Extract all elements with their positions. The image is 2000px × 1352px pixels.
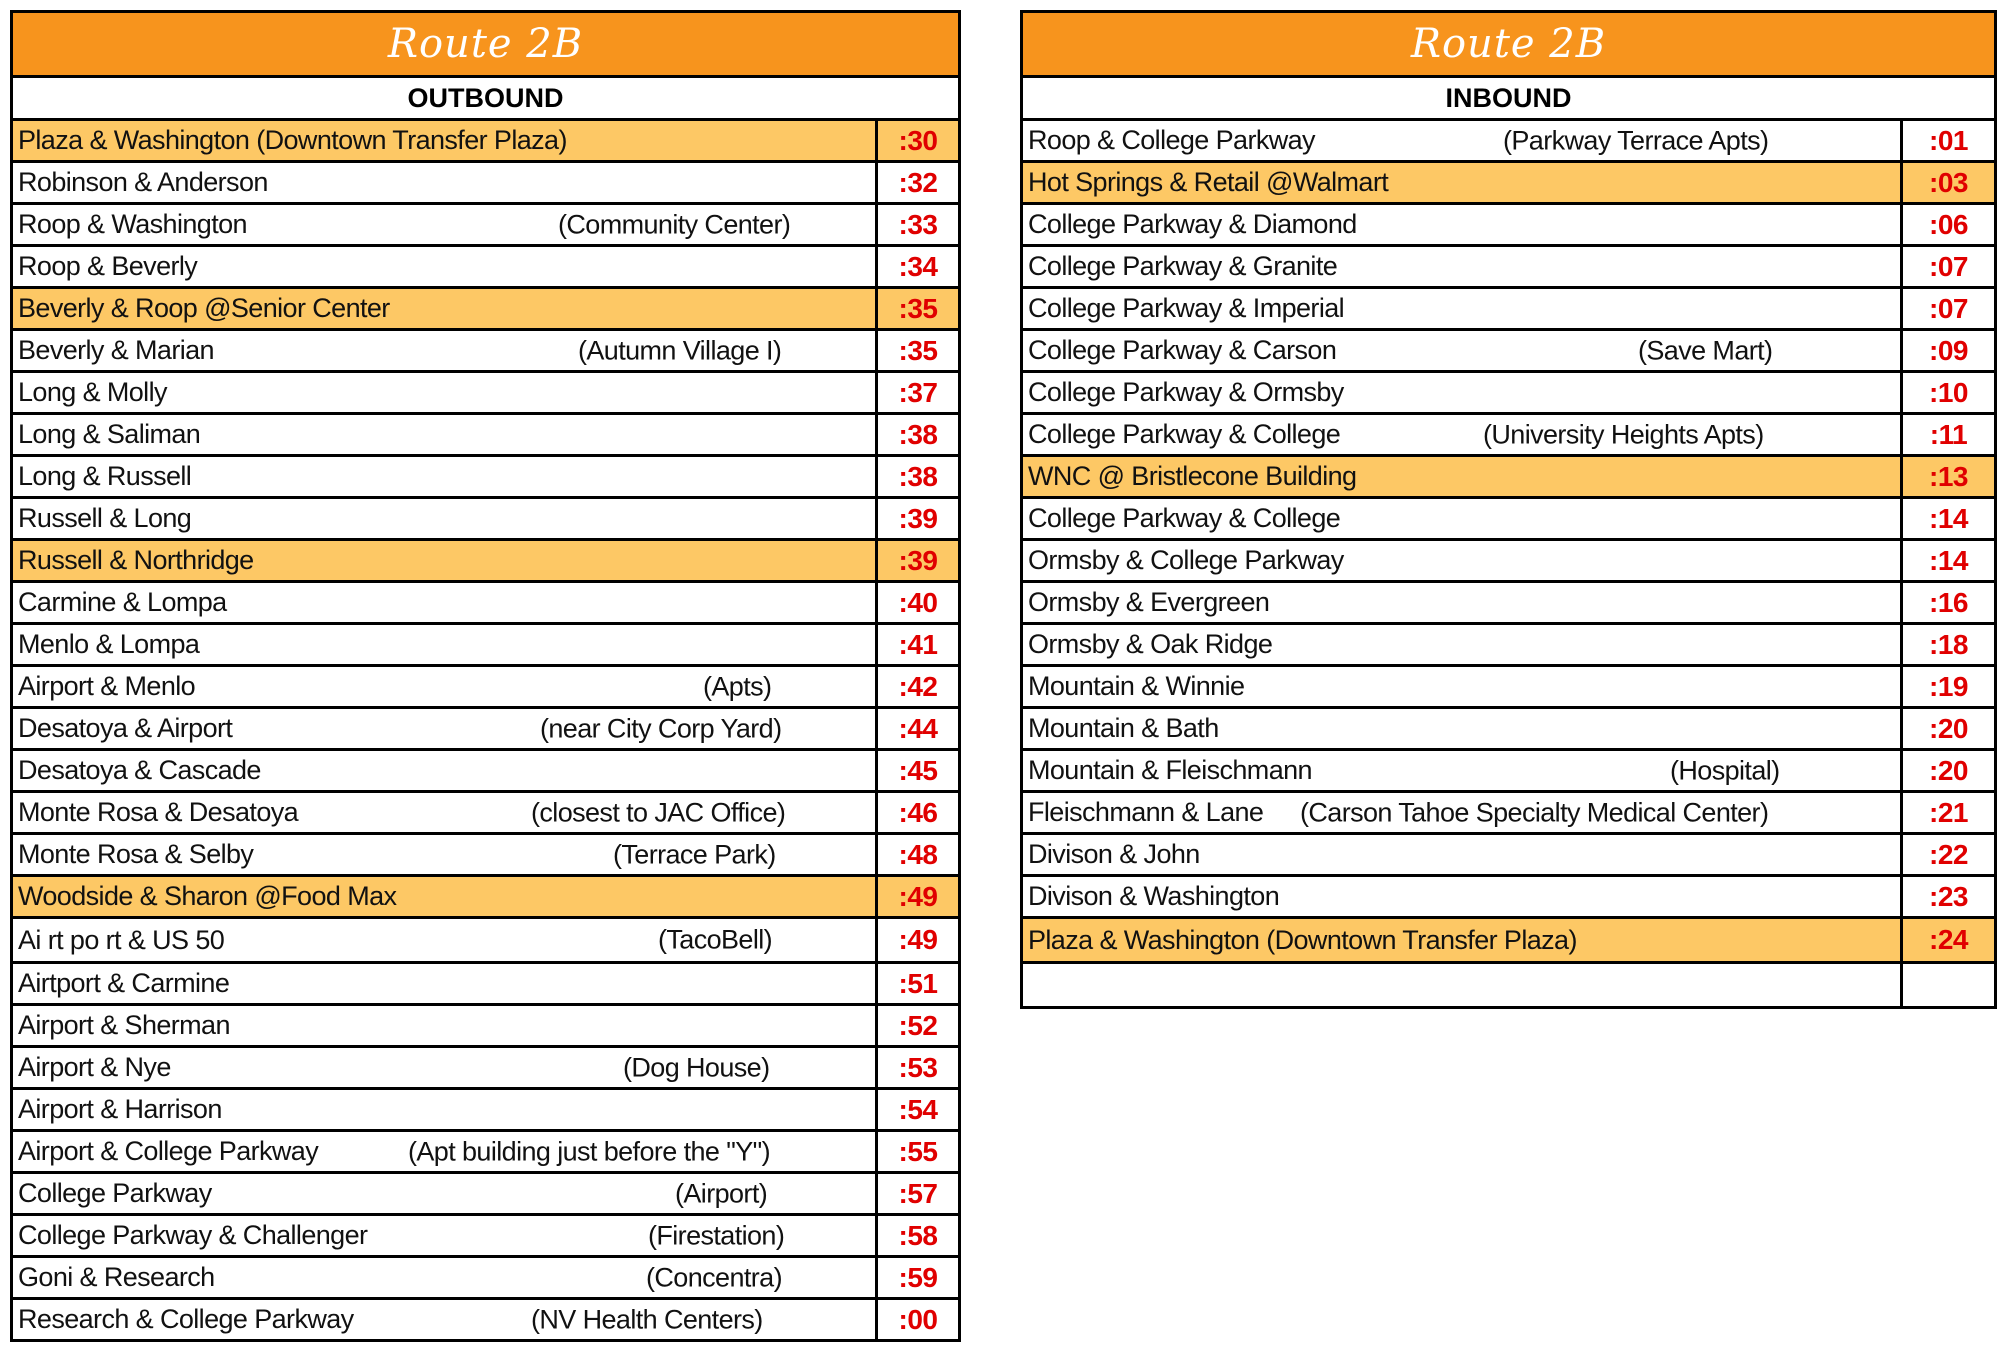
table-row	[13, 457, 958, 499]
stop-cell	[1023, 121, 1903, 160]
table-row	[1023, 289, 1994, 331]
table-row	[13, 793, 958, 835]
table-row	[13, 583, 958, 625]
departure-time: :44	[898, 712, 938, 744]
stop-note: (TacoBell)	[658, 924, 773, 955]
table-row	[13, 835, 958, 877]
departure-time: :07	[1929, 292, 1968, 324]
stop-name: College Parkway & College	[1028, 419, 1341, 449]
stop-name: College Parkway & College	[1028, 503, 1341, 533]
stop-cell	[13, 1174, 878, 1213]
stop-cell	[1023, 964, 1903, 1006]
departure-time: :49	[898, 924, 938, 955]
stop-name: Russell & Long	[18, 503, 192, 533]
stop-cell	[1023, 835, 1903, 874]
stop-cell	[1023, 709, 1903, 748]
stop-cell	[13, 1090, 878, 1129]
stop-name: Mountain & Fleischmann	[1028, 755, 1312, 785]
table-row	[1023, 163, 1994, 205]
departure-time: :14	[1929, 544, 1968, 576]
departure-time: :37	[898, 376, 938, 408]
stop-cell	[13, 835, 878, 874]
stop-name: Goni & Research	[18, 1262, 215, 1292]
departure-time: :51	[898, 967, 938, 999]
departure-time: :38	[898, 460, 938, 492]
table-row	[1023, 541, 1994, 583]
stop-cell	[1023, 289, 1903, 328]
stop-note: (Community Center)	[558, 209, 791, 239]
stop-cell	[1023, 499, 1903, 538]
table-row	[13, 247, 958, 289]
departure-time: :38	[898, 418, 938, 450]
stop-name: Divison & John	[1028, 839, 1200, 869]
table-row	[1023, 667, 1994, 709]
stop-name: Roop & College Parkway	[1028, 125, 1315, 155]
stop-cell	[1023, 667, 1903, 706]
stop-name: Ormsby & Evergreen	[1028, 587, 1270, 617]
stop-name: Plaza & Washington (Downtown Transfer Plaza)	[1028, 924, 1577, 955]
stop-cell	[13, 583, 878, 622]
departure-time: :13	[1929, 460, 1968, 492]
stop-cell	[13, 919, 878, 961]
departure-time: :14	[1929, 502, 1968, 534]
stop-name: Research & College Parkway	[18, 1304, 354, 1334]
stop-name: WNC @ Bristlecone Building	[1028, 461, 1357, 491]
departure-time: :07	[1929, 250, 1968, 282]
stop-name: Divison & Washington	[1028, 881, 1280, 911]
departure-time: :34	[898, 250, 938, 282]
stop-name: Roop & Washington	[18, 209, 247, 239]
stop-note: (University Heights Apts)	[1483, 419, 1764, 449]
table-row	[1023, 247, 1994, 289]
departure-time: :20	[1929, 712, 1968, 744]
departure-time: :42	[898, 670, 938, 702]
direction-header: INBOUND	[1023, 78, 1994, 121]
stop-cell	[1023, 751, 1903, 790]
stop-name: Monte Rosa & Desatoya	[18, 797, 299, 827]
departure-time: :53	[898, 1051, 938, 1083]
stop-note: (Carson Tahoe Specialty Medical Center)	[1300, 797, 1769, 827]
stop-name: College Parkway & Ormsby	[1028, 377, 1344, 407]
table-row	[1023, 499, 1994, 541]
departure-time: :45	[898, 754, 938, 786]
stop-cell	[13, 1006, 878, 1045]
table-row	[13, 289, 958, 331]
table-row	[1023, 625, 1994, 667]
stop-note: (Autumn Village I)	[578, 335, 782, 365]
departure-time: :57	[898, 1177, 938, 1209]
table-row	[13, 1006, 958, 1048]
stop-name: Beverly & Roop @Senior Center	[18, 293, 390, 323]
stop-name: Hot Springs & Retail @Walmart	[1028, 167, 1389, 197]
table-row	[13, 1300, 958, 1339]
stop-name: College Parkway & Diamond	[1028, 209, 1357, 239]
stop-cell	[13, 625, 878, 664]
stop-cell	[1023, 877, 1903, 916]
table-row	[13, 541, 958, 583]
departure-time: :58	[898, 1219, 938, 1251]
stop-name: Roop & Beverly	[18, 251, 198, 281]
table-row	[1023, 331, 1994, 373]
stop-name: Mountain & Winnie	[1028, 671, 1245, 701]
stop-note: (Hospital)	[1670, 755, 1780, 785]
stop-cell	[13, 331, 878, 370]
stop-note: (Firestation)	[648, 1220, 785, 1250]
stop-cell	[1023, 793, 1903, 832]
departure-time: :40	[898, 586, 938, 618]
departure-time: :30	[898, 124, 938, 156]
departure-time: :32	[898, 166, 938, 198]
stop-cell	[1023, 415, 1903, 454]
table-row	[13, 1258, 958, 1300]
stop-name: College Parkway & Challenger	[18, 1220, 368, 1250]
table-row	[13, 499, 958, 541]
departure-time: :39	[898, 502, 938, 534]
table-row	[13, 751, 958, 793]
stop-note: (Terrace Park)	[613, 839, 776, 869]
stop-cell	[13, 751, 878, 790]
outbound-rows	[13, 121, 958, 1339]
stop-cell	[13, 1048, 878, 1087]
table-row	[13, 964, 958, 1006]
table-row	[13, 877, 958, 919]
route-title: Route 2B	[1023, 13, 1994, 78]
stop-name: Menlo & Lompa	[18, 629, 200, 659]
stop-cell	[13, 1216, 878, 1255]
table-row	[13, 163, 958, 205]
table-row	[13, 373, 958, 415]
stop-cell	[13, 499, 878, 538]
stop-name: Carmine & Lompa	[18, 587, 227, 617]
stop-cell	[13, 205, 878, 244]
departure-time: :59	[898, 1261, 938, 1293]
stop-cell	[1023, 163, 1903, 202]
stop-name: Robinson & Anderson	[18, 167, 268, 197]
departure-time: :00	[898, 1303, 938, 1335]
stop-cell	[13, 1258, 878, 1297]
departure-time: :39	[898, 544, 938, 576]
stop-cell	[1023, 457, 1903, 496]
stop-cell	[13, 541, 878, 580]
stop-cell	[1023, 247, 1903, 286]
departure-time: :22	[1929, 838, 1968, 870]
stop-name: Long & Molly	[18, 377, 167, 407]
stop-note: (closest to JAC Office)	[531, 797, 786, 827]
table-row	[13, 121, 958, 163]
departure-time: :49	[898, 880, 938, 912]
table-row	[1023, 919, 1994, 964]
departure-time: :23	[1929, 880, 1968, 912]
table-row	[1023, 415, 1994, 457]
stop-cell	[1023, 373, 1903, 412]
stop-cell	[13, 667, 878, 706]
table-row	[1023, 964, 1994, 1006]
stop-name: Woodside & Sharon @Food Max	[18, 881, 397, 911]
departure-time: :06	[1929, 208, 1968, 240]
departure-time: :20	[1929, 754, 1968, 786]
departure-time: :52	[898, 1009, 938, 1041]
departure-time: :18	[1929, 628, 1968, 660]
stop-name: College Parkway & Carson	[1028, 335, 1337, 365]
table-row	[13, 205, 958, 247]
table-row	[13, 919, 958, 964]
departure-time	[1903, 964, 1994, 1006]
stop-cell	[1023, 541, 1903, 580]
departure-time: :09	[1929, 334, 1968, 366]
stop-note: (Apt building just before the "Y")	[408, 1136, 770, 1166]
stop-note: (Airport)	[675, 1178, 768, 1208]
stop-cell	[13, 247, 878, 286]
departure-time: :54	[898, 1093, 938, 1125]
stop-cell	[13, 163, 878, 202]
stop-note: (Save Mart)	[1638, 335, 1773, 365]
stop-cell	[13, 877, 878, 916]
stop-name: Fleischmann & Lane	[1028, 797, 1264, 827]
table-row	[1023, 373, 1994, 415]
stop-cell	[13, 415, 878, 454]
table-row	[1023, 583, 1994, 625]
outbound-schedule-table	[10, 10, 961, 1342]
table-row	[1023, 709, 1994, 751]
stop-cell	[13, 457, 878, 496]
stop-cell	[1023, 583, 1903, 622]
stop-name: Ormsby & Oak Ridge	[1028, 629, 1273, 659]
stop-note: (NV Health Centers)	[531, 1304, 763, 1334]
stop-name: Airport & Harrison	[18, 1094, 222, 1124]
stop-name: Desatoya & Cascade	[18, 755, 261, 785]
stop-name: College Parkway	[18, 1178, 212, 1208]
stop-name: Plaza & Washington (Downtown Transfer Plaza)	[18, 125, 567, 155]
departure-time: :33	[898, 208, 938, 240]
stop-cell	[13, 373, 878, 412]
table-row	[1023, 751, 1994, 793]
stop-name: Airport & Menlo	[18, 671, 196, 701]
departure-time: :16	[1929, 586, 1968, 618]
stop-name: College Parkway & Imperial	[1028, 293, 1345, 323]
route-title: Route 2B	[13, 13, 958, 78]
inbound-rows	[1023, 121, 1994, 1006]
stop-name: Long & Saliman	[18, 419, 201, 449]
inbound-schedule-table	[1020, 10, 1997, 1009]
departure-time: :11	[1929, 418, 1968, 450]
stop-note: (near City Corp Yard)	[540, 713, 782, 743]
stop-cell	[1023, 205, 1903, 244]
table-row	[13, 625, 958, 667]
table-row	[13, 331, 958, 373]
departure-time: :46	[898, 796, 938, 828]
stop-name: Desatoya & Airport	[18, 713, 233, 743]
departure-time: :19	[1929, 670, 1968, 702]
table-row	[13, 709, 958, 751]
departure-time: :35	[898, 292, 938, 324]
stop-cell	[13, 1300, 878, 1339]
table-row	[13, 1174, 958, 1216]
stop-name: Beverly & Marian	[18, 335, 214, 365]
table-row	[1023, 793, 1994, 835]
stop-name: Ai rt po rt & US 50	[18, 924, 225, 955]
table-row	[1023, 835, 1994, 877]
stop-name: Airport & College Parkway	[18, 1136, 319, 1166]
stop-cell	[13, 709, 878, 748]
stop-name: Russell & Northridge	[18, 545, 254, 575]
departure-time: :21	[1929, 796, 1968, 828]
departure-time: :10	[1929, 376, 1968, 408]
table-row	[1023, 205, 1994, 247]
stop-name: Monte Rosa & Selby	[18, 839, 254, 869]
stop-cell	[13, 121, 878, 160]
stop-note: (Apts)	[703, 671, 772, 701]
table-row	[1023, 457, 1994, 499]
stop-name: Mountain & Bath	[1028, 713, 1219, 743]
table-row	[1023, 877, 1994, 919]
stop-name: College Parkway & Granite	[1028, 251, 1338, 281]
departure-time: :48	[898, 838, 938, 870]
stop-cell	[1023, 625, 1903, 664]
table-row	[13, 415, 958, 457]
departure-time: :24	[1929, 924, 1968, 955]
stop-name: Airtport & Carmine	[18, 968, 230, 998]
stop-name: Airport & Sherman	[18, 1010, 230, 1040]
departure-time: :03	[1929, 166, 1968, 198]
stop-name: Long & Russell	[18, 461, 192, 491]
direction-header: OUTBOUND	[13, 78, 958, 121]
departure-time: :41	[898, 628, 938, 660]
table-row	[13, 1132, 958, 1174]
stop-cell	[13, 793, 878, 832]
departure-time: :55	[898, 1135, 938, 1167]
stop-name: Airport & Nye	[18, 1052, 171, 1082]
stop-name: Ormsby & College Parkway	[1028, 545, 1344, 575]
departure-time: :01	[1929, 124, 1968, 156]
stop-note: (Parkway Terrace Apts)	[1503, 125, 1769, 155]
stop-cell	[13, 964, 878, 1003]
table-row	[13, 1090, 958, 1132]
table-row	[13, 1216, 958, 1258]
departure-time: :35	[898, 334, 938, 366]
table-row	[13, 667, 958, 709]
table-row	[1023, 121, 1994, 163]
stop-cell	[1023, 919, 1903, 961]
stop-cell	[13, 1132, 878, 1171]
stop-cell	[13, 289, 878, 328]
stop-note: (Concentra)	[646, 1262, 782, 1292]
table-row	[13, 1048, 958, 1090]
stop-note: (Dog House)	[623, 1052, 770, 1082]
stop-cell	[1023, 331, 1903, 370]
